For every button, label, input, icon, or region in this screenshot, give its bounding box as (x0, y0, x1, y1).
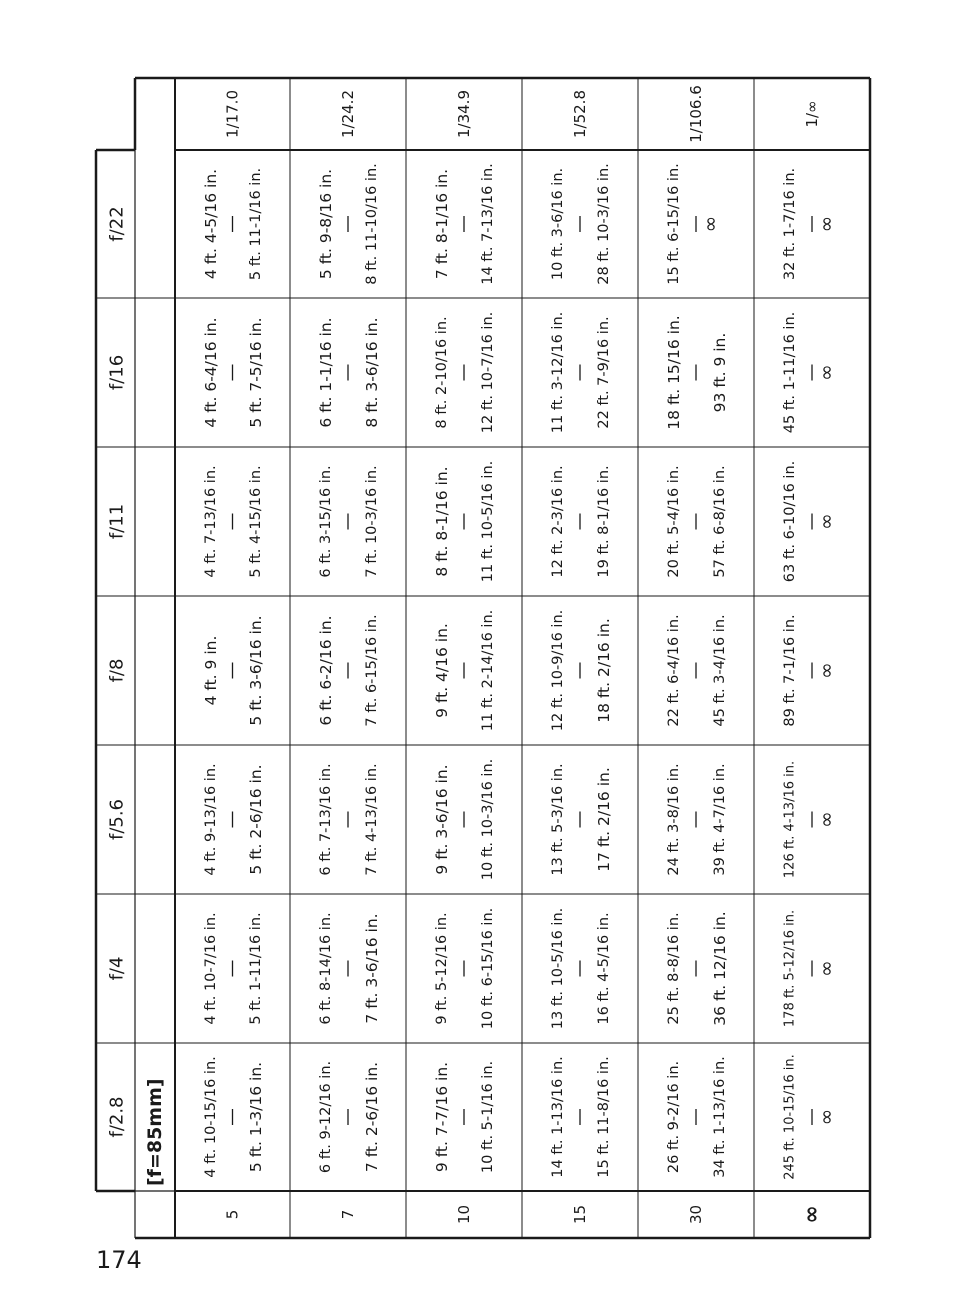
near-limit: 4 ft. 6-4/16 in. (202, 317, 220, 428)
distance-label: 15 (571, 1204, 589, 1225)
near-limit: 4 ft. 9-13/16 in. (203, 763, 219, 876)
near-limit: 7 ft. 8-1/16 in. (433, 168, 451, 280)
near-limit: 12 ft. 10-9/16 in. (550, 609, 566, 732)
near-limit: 6 ft. 9-12/16 in. (318, 1060, 334, 1174)
near-limit: 9 ft. 7-7/16 in. (433, 1061, 451, 1173)
aperture-header: f/4 (106, 956, 128, 981)
near-limit: 20 ft. 5-4/16 in. (666, 465, 682, 578)
near-limit: 9 ft. 5-12/16 in. (434, 912, 450, 1025)
far-limit: 5 ft. 1-11/16 in. (248, 912, 264, 1025)
magnification-ratio: 1/34.9 (455, 90, 473, 138)
far-limit: 5 ft. 11-1/16 in. (248, 167, 264, 281)
aperture-header: f/2.8 (106, 1096, 128, 1138)
near-limit: 4 ft. 4-5/16 in. (202, 168, 220, 280)
far-limit: 10 ft. 10-3/16 in. (480, 758, 496, 881)
far-limit: 7 ft. 3-6/16 in. (363, 913, 381, 1024)
aperture-header: f/8 (106, 658, 128, 683)
distance-label: ∞ (799, 1205, 825, 1224)
distance-label: 10 (455, 1204, 473, 1225)
distance-label: 7 (339, 1209, 357, 1220)
far-limit: 5 ft. 4-15/16 in. (248, 465, 264, 578)
near-limit: 89 ft. 7-1/16 in. (782, 614, 798, 727)
near-limit: 32 ft. 1-7/16 in. (782, 167, 798, 281)
near-limit: 25 ft. 8-8/16 in. (666, 912, 682, 1025)
far-limit: 15 ft. 11-8/16 in. (596, 1056, 612, 1178)
near-limit: 6 ft. 7-13/16 in. (318, 763, 334, 876)
aperture-header: f/11 (106, 503, 128, 540)
far-limit: 28 ft. 10-3/16 in. (596, 163, 612, 285)
magnification-ratio: 1/106.6 (687, 85, 705, 143)
near-limit: 12 ft. 2-3/16 in. (550, 465, 566, 578)
near-limit: 9 ft. 4/16 in. (433, 623, 451, 718)
far-limit: ∞ (814, 811, 838, 828)
near-limit: 5 ft. 9-8/16 in. (317, 168, 335, 280)
magnification-ratio: 1/52.8 (571, 90, 589, 138)
near-limit: 63 ft. 6-10/16 in. (782, 460, 798, 583)
near-limit: 6 ft. 3-15/16 in. (318, 465, 334, 578)
far-limit: 57 ft. 6-8/16 in. (712, 465, 728, 578)
near-limit: 6 ft. 1-1/16 in. (317, 317, 335, 428)
distance-label: 5 (223, 1209, 242, 1220)
table-label: [f=85mm] (144, 1078, 166, 1186)
near-limit: 9 ft. 3-6/16 in. (433, 764, 451, 875)
far-limit: 7 ft. 2-6/16 in. (363, 1061, 381, 1173)
far-limit: 17 ft. 2/16 in. (595, 767, 613, 872)
far-limit: 39 ft. 4-7/16 in. (712, 763, 728, 876)
far-limit: 14 ft. 7-13/16 in. (480, 163, 496, 285)
far-limit: ∞ (814, 215, 838, 233)
page-number: 174 (96, 1246, 142, 1274)
near-limit: 4 ft. 10-7/16 in. (203, 912, 219, 1025)
far-limit: ∞ (698, 215, 722, 233)
far-limit: 18 ft. 2/16 in. (595, 618, 613, 723)
near-limit: 4 ft. 10-15/16 in. (203, 1056, 219, 1178)
far-limit: 11 ft. 2-14/16 in. (480, 609, 496, 732)
far-limit: ∞ (814, 960, 838, 977)
near-limit: 13 ft. 10-5/16 in. (550, 907, 566, 1030)
far-limit: 93 ft. 9 in. (711, 332, 729, 413)
near-limit: 8 ft. 2-10/16 in. (434, 316, 450, 429)
far-limit: 8 ft. 3-6/16 in. (363, 317, 381, 428)
near-limit: 13 ft. 5-3/16 in. (550, 763, 566, 876)
magnification-ratio: 1/24.2 (339, 90, 357, 138)
far-limit: ∞ (814, 662, 838, 679)
far-limit: 22 ft. 7-9/16 in. (596, 316, 612, 429)
far-limit: 7 ft. 6-15/16 in. (364, 614, 380, 727)
near-limit: 11 ft. 3-12/16 in. (550, 311, 566, 434)
far-limit: 7 ft. 10-3/16 in. (364, 465, 380, 578)
far-limit: 34 ft. 1-13/16 in. (712, 1056, 728, 1178)
near-limit: 14 ft. 1-13/16 in. (550, 1056, 566, 1178)
far-limit: 5 ft. 1-3/16 in. (247, 1061, 265, 1173)
far-limit: 10 ft. 5-1/16 in. (480, 1060, 496, 1174)
far-limit: 5 ft. 2-6/16 in. (247, 764, 265, 875)
near-limit: 22 ft. 6-4/16 in. (666, 614, 682, 727)
magnification-ratio: 1/17.0 (223, 90, 242, 138)
near-limit: 6 ft. 8-14/16 in. (318, 912, 334, 1025)
far-limit: 45 ft. 3-4/16 in. (712, 614, 728, 727)
aperture-header: f/16 (106, 354, 128, 391)
far-limit: 36 ft. 12/16 in. (711, 911, 729, 1026)
table-text (107, 85, 839, 1224)
far-limit: 11 ft. 10-5/16 in. (480, 460, 496, 583)
far-limit: 12 ft. 10-7/16 in. (480, 311, 496, 434)
near-limit: 15 ft. 6-15/16 in. (666, 163, 682, 285)
aperture-header: f/22 (106, 206, 128, 242)
near-limit: 8 ft. 8-1/16 in. (433, 466, 451, 577)
near-limit: 45 ft. 1-11/16 in. (782, 311, 798, 434)
near-limit: 26 ft. 9-2/16 in. (666, 1060, 682, 1174)
far-limit: 10 ft. 6-15/16 in. (480, 907, 496, 1030)
near-limit: 10 ft. 3-6/16 in. (550, 167, 566, 281)
far-limit: ∞ (814, 364, 838, 381)
aperture-header: f/5.6 (106, 798, 128, 841)
distance-label: 30 (687, 1204, 705, 1225)
near-limit: 126 ft. 4-13/16 in. (782, 760, 798, 879)
near-limit: 6 ft. 6-2/16 in. (317, 615, 335, 726)
magnification-ratio: 1/∞ (803, 100, 821, 128)
near-limit: 4 ft. 9 in. (202, 635, 220, 706)
far-limit: ∞ (814, 513, 838, 530)
far-limit: 19 ft. 8-1/16 in. (596, 465, 612, 578)
far-limit: ∞ (814, 1108, 838, 1126)
far-limit: 7 ft. 4-13/16 in. (364, 763, 380, 876)
near-limit: 4 ft. 7-13/16 in. (203, 465, 219, 578)
near-limit: 24 ft. 3-8/16 in. (666, 763, 682, 876)
far-limit: 16 ft. 4-5/16 in. (596, 912, 612, 1025)
far-limit: 5 ft. 3-6/16 in. (247, 615, 265, 726)
far-limit: 8 ft. 11-10/16 in. (364, 163, 380, 285)
near-limit: 245 ft. 10-15/16 in. (782, 1054, 798, 1180)
near-limit: 178 ft. 5-12/16 in. (782, 909, 798, 1028)
near-limit: 18 ft. 15/16 in. (665, 315, 683, 430)
far-limit: 5 ft. 7-5/16 in. (247, 317, 265, 428)
